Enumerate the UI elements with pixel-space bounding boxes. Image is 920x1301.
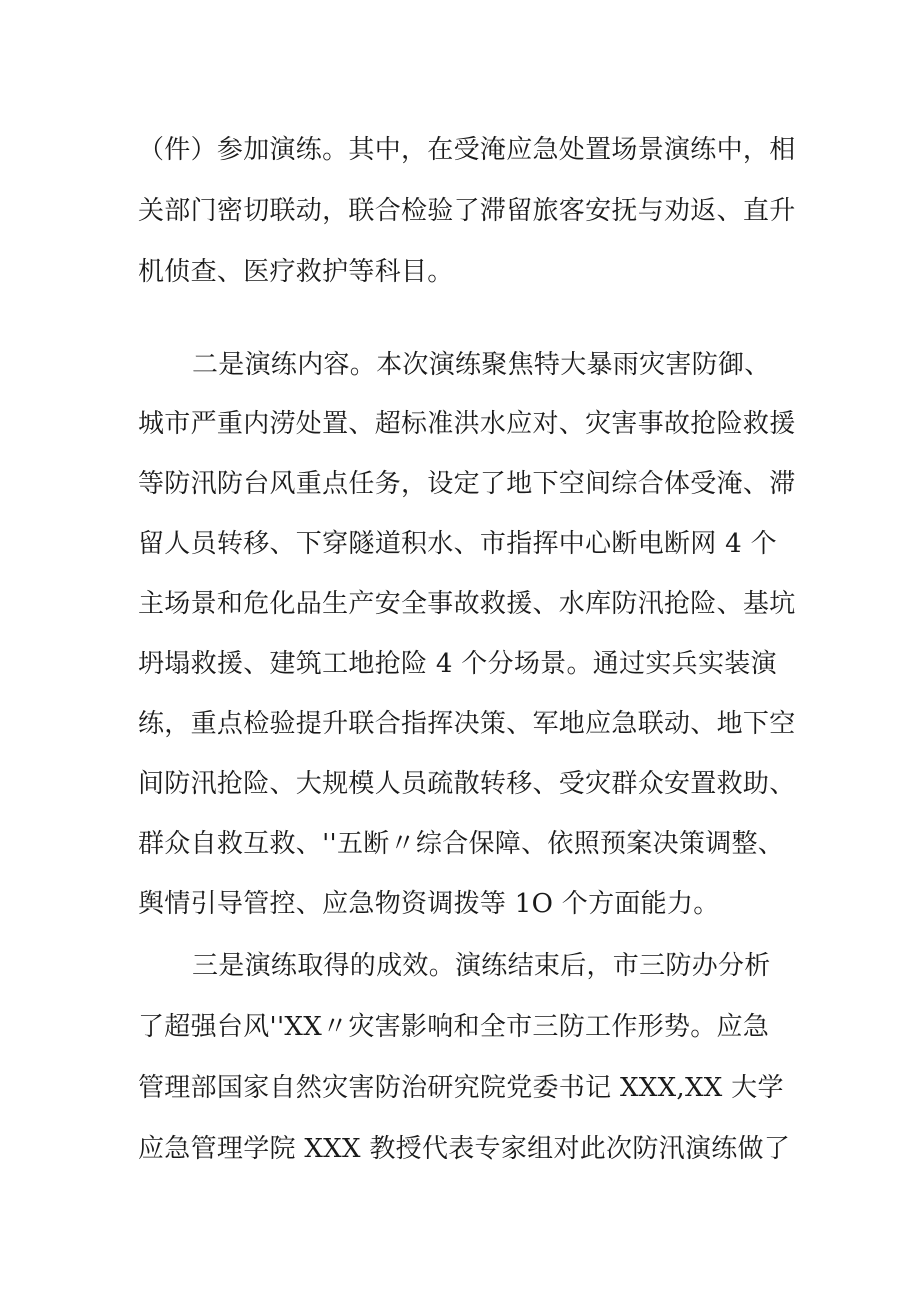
paragraph-3-line-2: 了超强台风''XX〃灾害影响和全市三防工作形势。应急 <box>138 1012 770 1042</box>
paragraph-2-line-8: 间防汛抢险、大规模人员疏散转移、受灾群众安置救助、 <box>138 769 796 799</box>
paragraph-2-line-6: 坍塌救援、建筑工地抢险 4 个分场景。通过实兵实装演 <box>138 649 777 679</box>
paragraph-1-line-1: （件）参加演练。其中，在受淹应急处置场景演练中，相 <box>138 135 796 165</box>
paragraph-1-line-2: 关部门密切联动，联合检验了滞留旅客安抚与劝返、直升 <box>138 196 796 226</box>
paragraph-3-line-3: 管理部国家自然灾害防治研究院党委书记 XXX,XX 大学 <box>138 1073 784 1103</box>
paragraph-2-line-2: 城市严重内涝处置、超标准洪水应对、灾害事故抢险救援 <box>138 409 796 439</box>
paragraph-2-line-9: 群众自救互救、''五断〃综合保障、依照预案决策调整、 <box>138 829 785 859</box>
paragraph-2-line-7: 练，重点检验提升联合指挥决策、军地应急联动、地下空 <box>138 709 796 739</box>
paragraph-2-line-4: 留人员转移、下穿隧道积水、市指挥中心断电断网 4 个 <box>138 529 777 559</box>
paragraph-3-line-1: 三是演练取得的成效。演练结束后，市三防办分析 <box>192 951 771 981</box>
paragraph-1-line-3: 机侦查、医疗救护等科目。 <box>138 257 454 287</box>
paragraph-2-line-5: 主场景和危化品生产安全事故救援、水库防汛抢险、基坑 <box>138 589 796 619</box>
paragraph-2-line-1: 二是演练内容。本次演练聚焦特大暴雨灾害防御、 <box>192 350 771 380</box>
paragraph-2-line-10: 舆情引导管控、应急物资调拨等 1O 个方面能力。 <box>138 889 720 919</box>
paragraph-3-line-4: 应急管理学院 XXX 教授代表专家组对此次防汛演练做了 <box>138 1134 791 1164</box>
paragraph-2-line-3: 等防汛防台风重点任务，设定了地下空间综合体受淹、滞 <box>138 469 796 499</box>
